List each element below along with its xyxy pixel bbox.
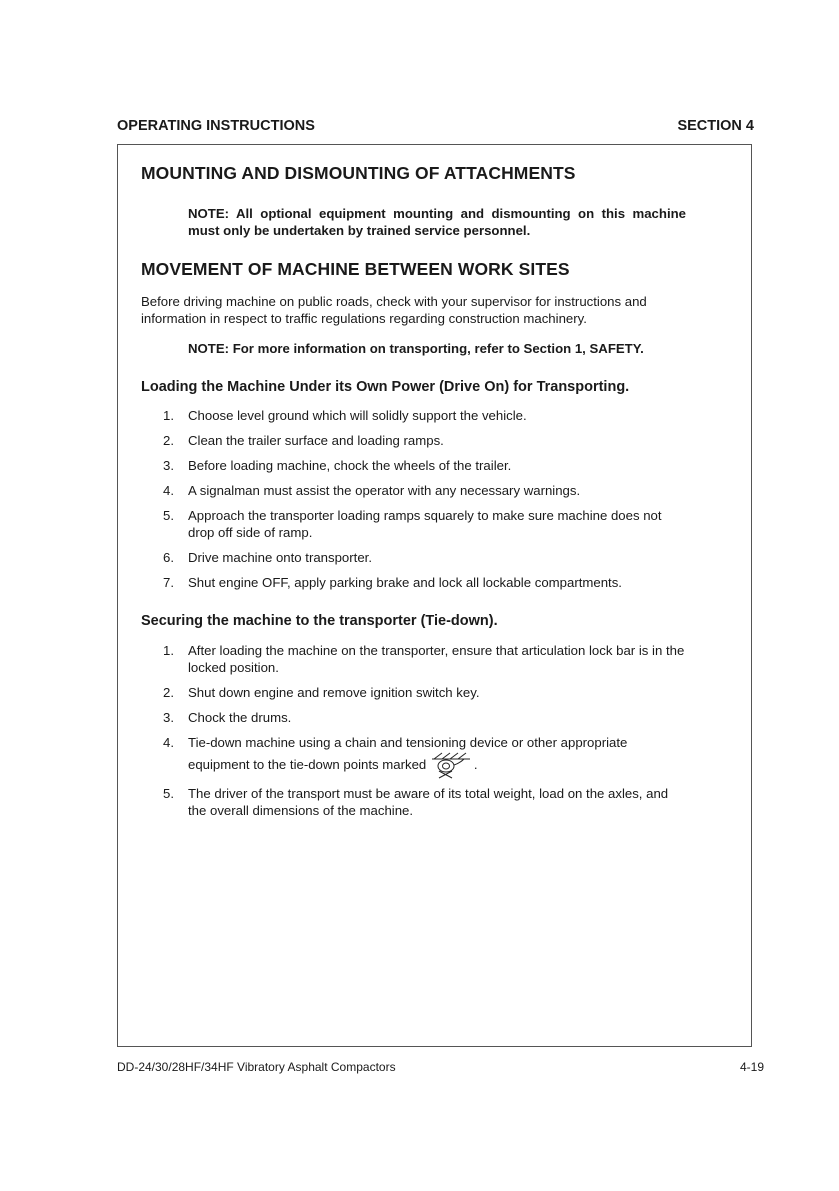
movement-note: NOTE: For more information on transporting, refer to Section 1, SAFETY. xyxy=(188,341,644,356)
content-body xyxy=(141,163,693,819)
list-item: 1. Choose level ground which will solidly support the vehicle. xyxy=(163,408,527,423)
movement-paragraph: Before driving machine on public roads, check with your supervisor for instructions and information in respect to traffic regulations regarding construction machinery. xyxy=(141,294,647,326)
header-section: SECTION 4 xyxy=(677,118,754,134)
header-title: OPERATING INSTRUCTIONS xyxy=(117,118,315,134)
list-item: 6. Drive machine onto transporter. xyxy=(163,550,372,565)
securing-steps xyxy=(141,642,693,819)
securing-heading: Securing the machine to the transporter (Tie-down). xyxy=(141,613,498,629)
list-item: 2. Clean the trailer surface and loading ramps. xyxy=(163,433,444,448)
list-item: 1. After loading the machine on the transporter, ensure that articulation lock bar is in the locked position. xyxy=(163,643,685,675)
footer-product: DD-24/30/28HF/34HF Vibratory Asphalt Compactors xyxy=(117,1060,396,1074)
content-frame xyxy=(117,144,752,1047)
page-number: 4-19 xyxy=(739,1060,764,1074)
page-footer xyxy=(117,1060,764,1074)
list-item: 3. Before loading machine, chock the wheels of the trailer. xyxy=(163,458,512,473)
tie-down-point-icon xyxy=(430,751,474,779)
list-item: 5. The driver of the transport must be aware of its total weight, load on the axles, and the overall dimensions of the machine. xyxy=(163,786,669,818)
list-item: 4. Tie-down machine using a chain and tensioning device or other appropriate equipment to the tie-down points marked . xyxy=(141,734,686,779)
mounting-note: NOTE: All optional equipment mounting and dismounting on this machine must only be undertaken by trained service personnel. xyxy=(188,206,686,238)
list-item: 4. A signalman must assist the operator with any necessary warnings. xyxy=(163,483,581,498)
list-item: 3. Chock the drums. xyxy=(163,710,292,725)
mounting-heading: MOUNTING AND DISMOUNTING OF ATTACHMENTS xyxy=(141,163,576,183)
loading-steps xyxy=(141,407,693,591)
list-item: 7. Shut engine OFF, apply parking brake and lock all lockable compartments. xyxy=(163,575,622,590)
list-item: 5. Approach the transporter loading ramps squarely to make sure machine does not drop off side of ramp. xyxy=(163,508,662,540)
list-item: 2. Shut down engine and remove ignition switch key. xyxy=(163,685,480,700)
loading-heading: Loading the Machine Under its Own Power (Drive On) for Transporting. xyxy=(141,379,630,395)
page-header xyxy=(117,118,754,136)
movement-heading: MOVEMENT OF MACHINE BETWEEN WORK SITES xyxy=(141,259,570,279)
